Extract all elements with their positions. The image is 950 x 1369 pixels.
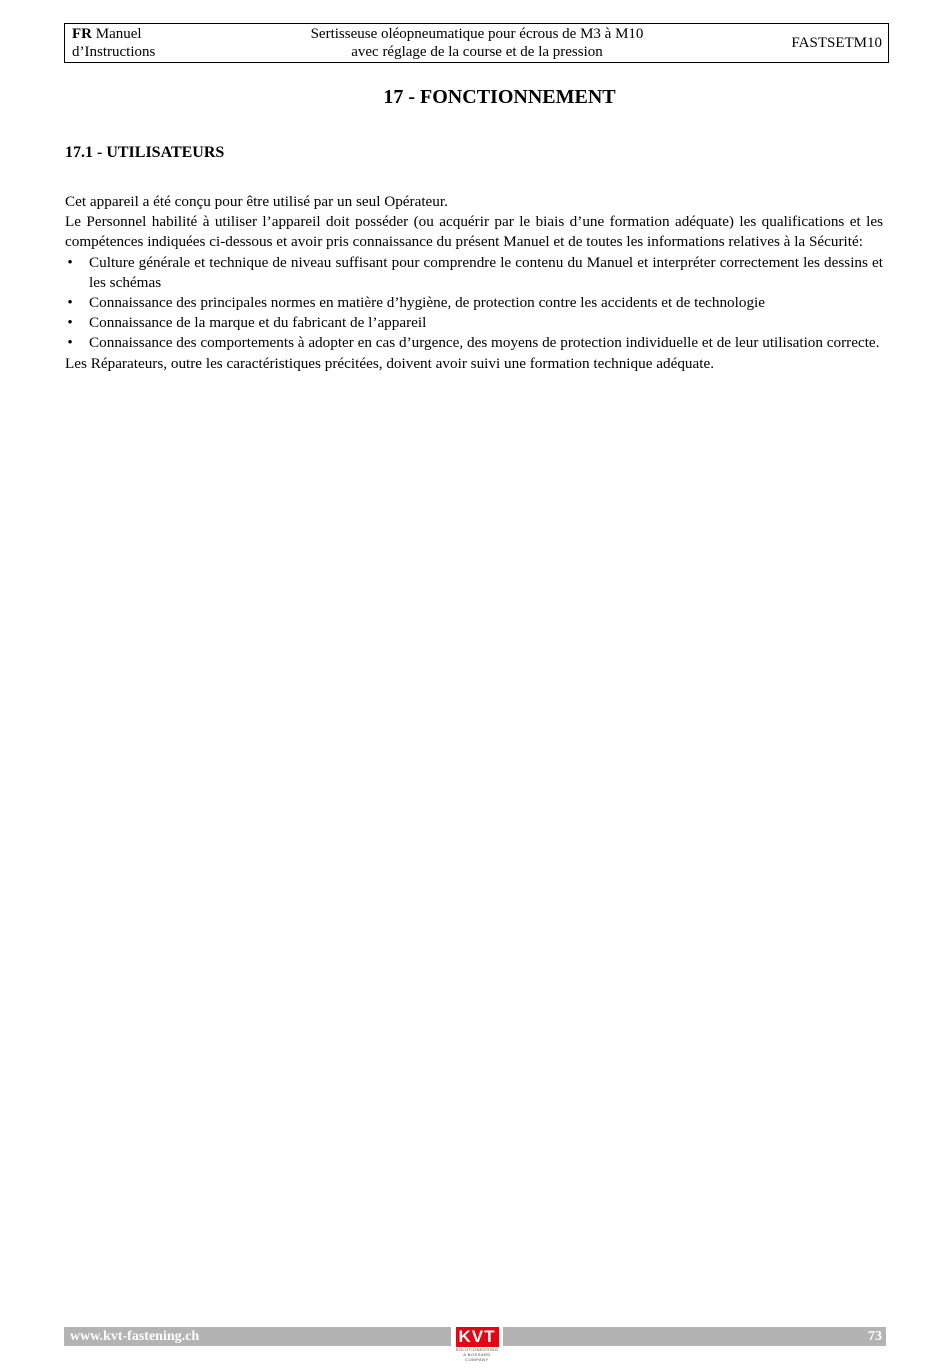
header-doc-type-line1: Manuel xyxy=(95,26,142,42)
kvt-logo-subtext-2: A BOSSARD COMPANY xyxy=(463,1352,491,1362)
closing-paragraph: Les Réparateurs, outre les caractéristiques précitées, doivent avoir suivi une formation technique adéquate. xyxy=(65,354,715,372)
bullet-icon: • xyxy=(67,253,73,271)
header-product xyxy=(272,24,742,62)
kvt-logo-subtext: SOLUTIONEERING xyxy=(455,1347,499,1352)
list-item-text: Connaissance des comportements à adopter en cas d’urgence, des moyens de protection individuelle et de leur utilisation correcte. xyxy=(89,334,880,352)
list-item xyxy=(65,313,883,333)
header-product-line2: avec réglage de la course et de la pression xyxy=(351,44,603,60)
section-title: 17 - FONCTIONNEMENT xyxy=(383,86,616,108)
intro-paragraph-1: Cet appareil a été conçu pour être utilisé par un seul Opérateur. xyxy=(65,193,448,210)
header-lang: FR xyxy=(72,26,92,42)
list-item xyxy=(65,253,883,293)
list-item-text: Culture générale et technique de niveau suffisant pour comprendre le contenu du Manuel et interpréter correctement les dessins et les schémas xyxy=(89,253,883,291)
header-doc-type xyxy=(65,24,272,62)
intro-paragraph-2: Le Personnel habilité à utiliser l’appareil doit posséder (ou acquérir par le biais d’une formation adéquate) les qualifications et les compétences indiquées ci-dessous et avoir pris connaissance du présent Manuel et de toutes les informations relatives à la Sécurité: xyxy=(65,213,883,251)
kvt-logo xyxy=(451,1325,503,1362)
list-item-text: Connaissance des principales normes en matière d’hygiène, de protection contre les accidents et de technologie xyxy=(89,294,766,312)
list-item xyxy=(65,333,883,353)
body-text xyxy=(65,192,883,374)
list-item xyxy=(65,293,883,313)
header-product-line1: Sertisseuse oléopneumatique pour écrous de M3 à M10 xyxy=(310,26,644,42)
bullet-icon: • xyxy=(67,294,73,312)
kvt-logo-mark: KVT xyxy=(456,1327,499,1347)
footer-url-link[interactable]: www.kvt-fastening.ch xyxy=(70,1328,200,1344)
qualification-list xyxy=(65,253,883,354)
bullet-icon: • xyxy=(67,334,73,352)
section-title-wrap xyxy=(0,86,950,109)
list-item-text: Connaissance de la marque et du fabricant de l’appareil xyxy=(89,314,427,332)
header-model: FASTSETM10 xyxy=(791,34,882,51)
subsection-title: 17.1 - UTILISATEURS xyxy=(65,144,225,161)
page-number: 73 xyxy=(868,1328,882,1344)
bullet-icon: • xyxy=(67,314,73,332)
page-header xyxy=(64,23,889,63)
header-doc-type-line2: d’Instructions xyxy=(72,44,156,60)
